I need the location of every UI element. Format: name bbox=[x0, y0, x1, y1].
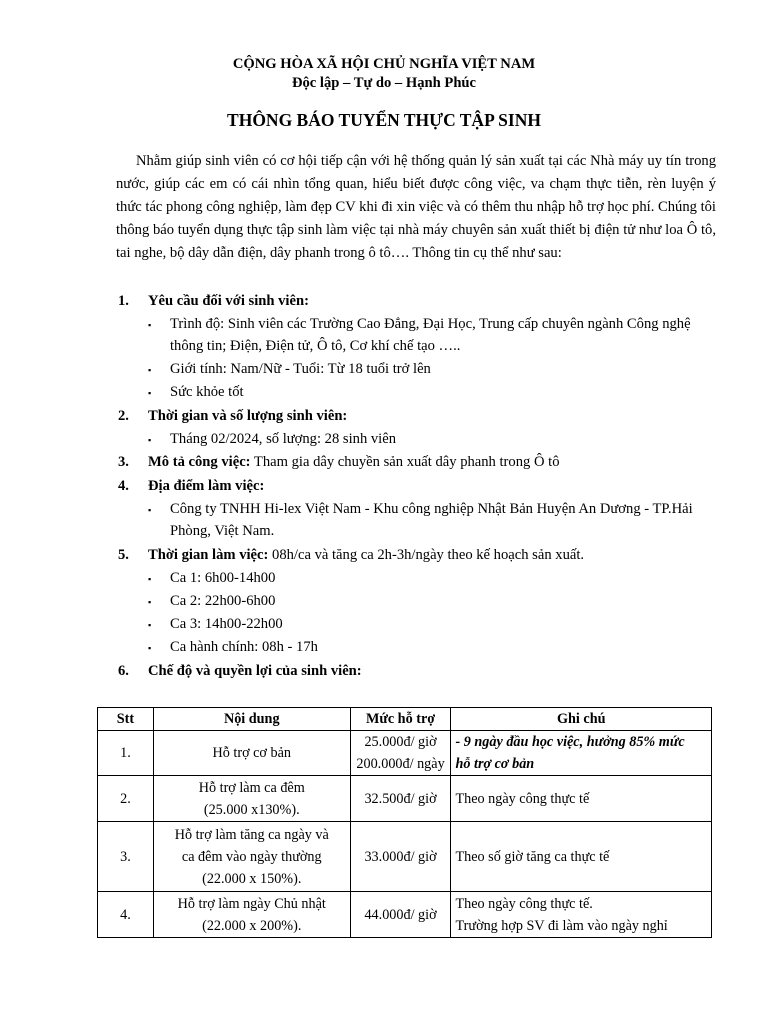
section-3-heading bbox=[118, 451, 718, 473]
cell-line: 33.000đ/ giờ bbox=[364, 848, 437, 865]
intro-line: Nhằm giúp sinh viên có cơ hội tiếp cận với hệ thống quản lý sản xuất tại các Nhà máy uy tín bbox=[136, 153, 682, 169]
section-title: Mô tả công việc: bbox=[148, 454, 251, 470]
list-item-text: Tháng 02/2024, số lượng: 28 sinh viên bbox=[170, 431, 397, 447]
list-item-text: Giới tính: Nam/Nữ - Tuổi: Từ 18 tuổi trở lên bbox=[170, 361, 431, 377]
list-item bbox=[148, 313, 718, 357]
cell-line: Theo số giờ tăng ca thực tế bbox=[455, 848, 610, 865]
bullet-icon: ▪ bbox=[148, 388, 152, 398]
section-4-heading bbox=[118, 475, 718, 497]
section-number: 5. bbox=[118, 547, 129, 563]
bullet-icon: ▪ bbox=[148, 365, 152, 375]
section-title: Chế độ và quyền lợi của sinh viên: bbox=[148, 663, 362, 679]
list-item-text-cont: thông tin; Điện, Điện tử, Ô tô, Cơ khí chế tạo ….. bbox=[170, 338, 461, 354]
bullet-icon: ▪ bbox=[148, 505, 152, 515]
cell-line: hỗ trợ cơ bản bbox=[455, 756, 535, 772]
cell-line: Hỗ trợ cơ bản bbox=[212, 745, 291, 761]
section-text: 08h/ca và tăng ca 2h-3h/ngày theo kế hoạch sản xuất. bbox=[268, 547, 585, 563]
cell-content bbox=[153, 892, 350, 938]
header-content: Nội dung bbox=[153, 708, 350, 731]
section-title: Thời gian làm việc: bbox=[148, 547, 269, 563]
bullet-icon: ▪ bbox=[148, 597, 152, 607]
section-1-heading bbox=[118, 290, 718, 312]
table-header-row bbox=[98, 708, 712, 731]
cell-line: 25.000đ/ giờ bbox=[364, 734, 437, 750]
cell-stt: 1. bbox=[98, 731, 154, 776]
cell-line: Theo ngày công thực tế bbox=[455, 790, 590, 807]
cell-amount bbox=[350, 822, 451, 892]
list-item bbox=[148, 567, 718, 589]
cell-line: 44.000đ/ giờ bbox=[364, 906, 437, 923]
cell-content bbox=[153, 822, 350, 892]
document-title: THÔNG BÁO TUYỂN THỰC TẬP SINH bbox=[227, 110, 541, 130]
cell-note bbox=[451, 731, 712, 776]
cell-content bbox=[153, 731, 350, 776]
country-heading: CỘNG HÒA XÃ HỘI CHỦ NGHĨA VIỆT NAM bbox=[232, 56, 536, 72]
table-row bbox=[98, 822, 712, 892]
header-stt: Stt bbox=[98, 708, 154, 731]
list-item bbox=[148, 613, 718, 635]
cell-note bbox=[451, 822, 712, 892]
cell-line: - 9 ngày đầu học việc, hưởng 85% mức bbox=[455, 734, 685, 750]
benefits-table bbox=[97, 707, 712, 938]
cell-stt: 4. bbox=[98, 892, 154, 938]
list-item-text: Ca 1: 6h00-14h00 bbox=[170, 570, 276, 586]
intro-paragraph bbox=[116, 150, 716, 265]
section-number: 4. bbox=[118, 478, 129, 494]
section-title: Yêu cầu đối với sinh viên: bbox=[148, 293, 309, 309]
bullet-icon: ▪ bbox=[148, 574, 152, 584]
section-2-heading bbox=[118, 405, 718, 427]
cell-line: Theo ngày công thực tế. bbox=[455, 895, 593, 912]
list-item-text: Ca 2: 22h00-6h00 bbox=[170, 593, 276, 609]
list-item-text: Ca 3: 14h00-22h00 bbox=[170, 616, 283, 632]
cell-line: Hỗ trợ làm ngày Chủ nhật bbox=[177, 895, 326, 912]
cell-line: ca đêm vào ngày thường bbox=[181, 848, 322, 865]
list-item bbox=[148, 358, 718, 380]
cell-line: Hỗ trợ làm tăng ca ngày và bbox=[174, 826, 329, 843]
section-6-heading bbox=[118, 660, 718, 682]
list-item bbox=[148, 590, 718, 612]
table-row bbox=[98, 776, 712, 822]
section-5-heading bbox=[118, 544, 718, 566]
list-item-text: Công ty TNHH Hi-lex Việt Nam - Khu công nghiệp Nhật Bản Huyện An Dương - TP.Hải bbox=[170, 501, 693, 517]
bullet-icon: ▪ bbox=[148, 620, 152, 630]
motto-heading: Độc lập – Tự do – Hạnh Phúc bbox=[291, 75, 477, 91]
cell-amount bbox=[350, 892, 451, 938]
cell-note bbox=[451, 776, 712, 822]
list-item bbox=[148, 381, 718, 403]
cell-line: Trường hợp SV đi làm vào ngày nghỉ bbox=[455, 917, 668, 934]
cell-stt: 2. bbox=[98, 776, 154, 822]
list-item bbox=[148, 498, 718, 542]
bullet-icon: ▪ bbox=[148, 435, 152, 445]
list-item-text: Sức khỏe tốt bbox=[170, 384, 244, 400]
cell-amount bbox=[350, 776, 451, 822]
section-title: Thời gian và số lượng sinh viên: bbox=[148, 408, 348, 424]
section-number: 6. bbox=[118, 663, 129, 679]
intro-line: tai nghe, bộ dây dẫn điện, dây phanh trong ô tô…. Thông tin cụ thể như sau: bbox=[116, 245, 562, 261]
intro-line: thức tác phong công nghiệp, làm đẹp CV khi đi xin việc và có thêm thu nhập hỗ trợ học phí. Chúng tôi bbox=[116, 199, 716, 215]
cell-line: 200.000đ/ ngày bbox=[356, 756, 445, 772]
cell-line: (25.000 x130%). bbox=[203, 801, 300, 818]
cell-line: (22.000 x 150%). bbox=[202, 870, 302, 887]
table-row bbox=[98, 731, 712, 776]
header-note: Ghi chú bbox=[451, 708, 712, 731]
list-item bbox=[148, 636, 718, 658]
section-text: Tham gia dây chuyền sản xuất dây phanh trong Ô tô bbox=[250, 454, 560, 470]
intro-line: thông báo tuyển dụng thực tập sinh làm việc tại nhà máy chuyên sản xuất thiết bị điện tử như loa Ô tô, bbox=[116, 222, 716, 238]
cell-content bbox=[153, 776, 350, 822]
section-number: 3. bbox=[118, 454, 129, 470]
cell-note bbox=[451, 892, 712, 938]
list-item bbox=[148, 428, 718, 450]
list-item-text: Ca hành chính: 08h - 17h bbox=[170, 639, 318, 655]
bullet-icon: ▪ bbox=[148, 643, 152, 653]
list-item-text: Trình độ: Sinh viên các Trường Cao Đẳng, Đại Học, Trung cấp chuyên ngành Công nghệ bbox=[170, 316, 691, 332]
section-title: Địa điểm làm việc: bbox=[148, 478, 265, 494]
intro-line: trong nước, giúp các em có cái nhìn tổng quan, hiểu biết được công việc, va chạm thực tiễn, rèn luyện ý bbox=[116, 153, 716, 192]
cell-line: (22.000 x 200%). bbox=[202, 917, 302, 934]
cell-line: Hỗ trợ làm ca đêm bbox=[198, 779, 305, 796]
cell-stt: 3. bbox=[98, 822, 154, 892]
list-item-text-cont: Phòng, Việt Nam. bbox=[170, 523, 275, 539]
section-number: 1. bbox=[118, 293, 129, 309]
cell-line: 32.500đ/ giờ bbox=[364, 790, 437, 807]
cell-amount bbox=[350, 731, 451, 776]
header-amount: Mức hỗ trợ bbox=[350, 708, 451, 731]
section-number: 2. bbox=[118, 408, 129, 424]
table-row bbox=[98, 892, 712, 938]
bullet-icon: ▪ bbox=[148, 320, 152, 330]
